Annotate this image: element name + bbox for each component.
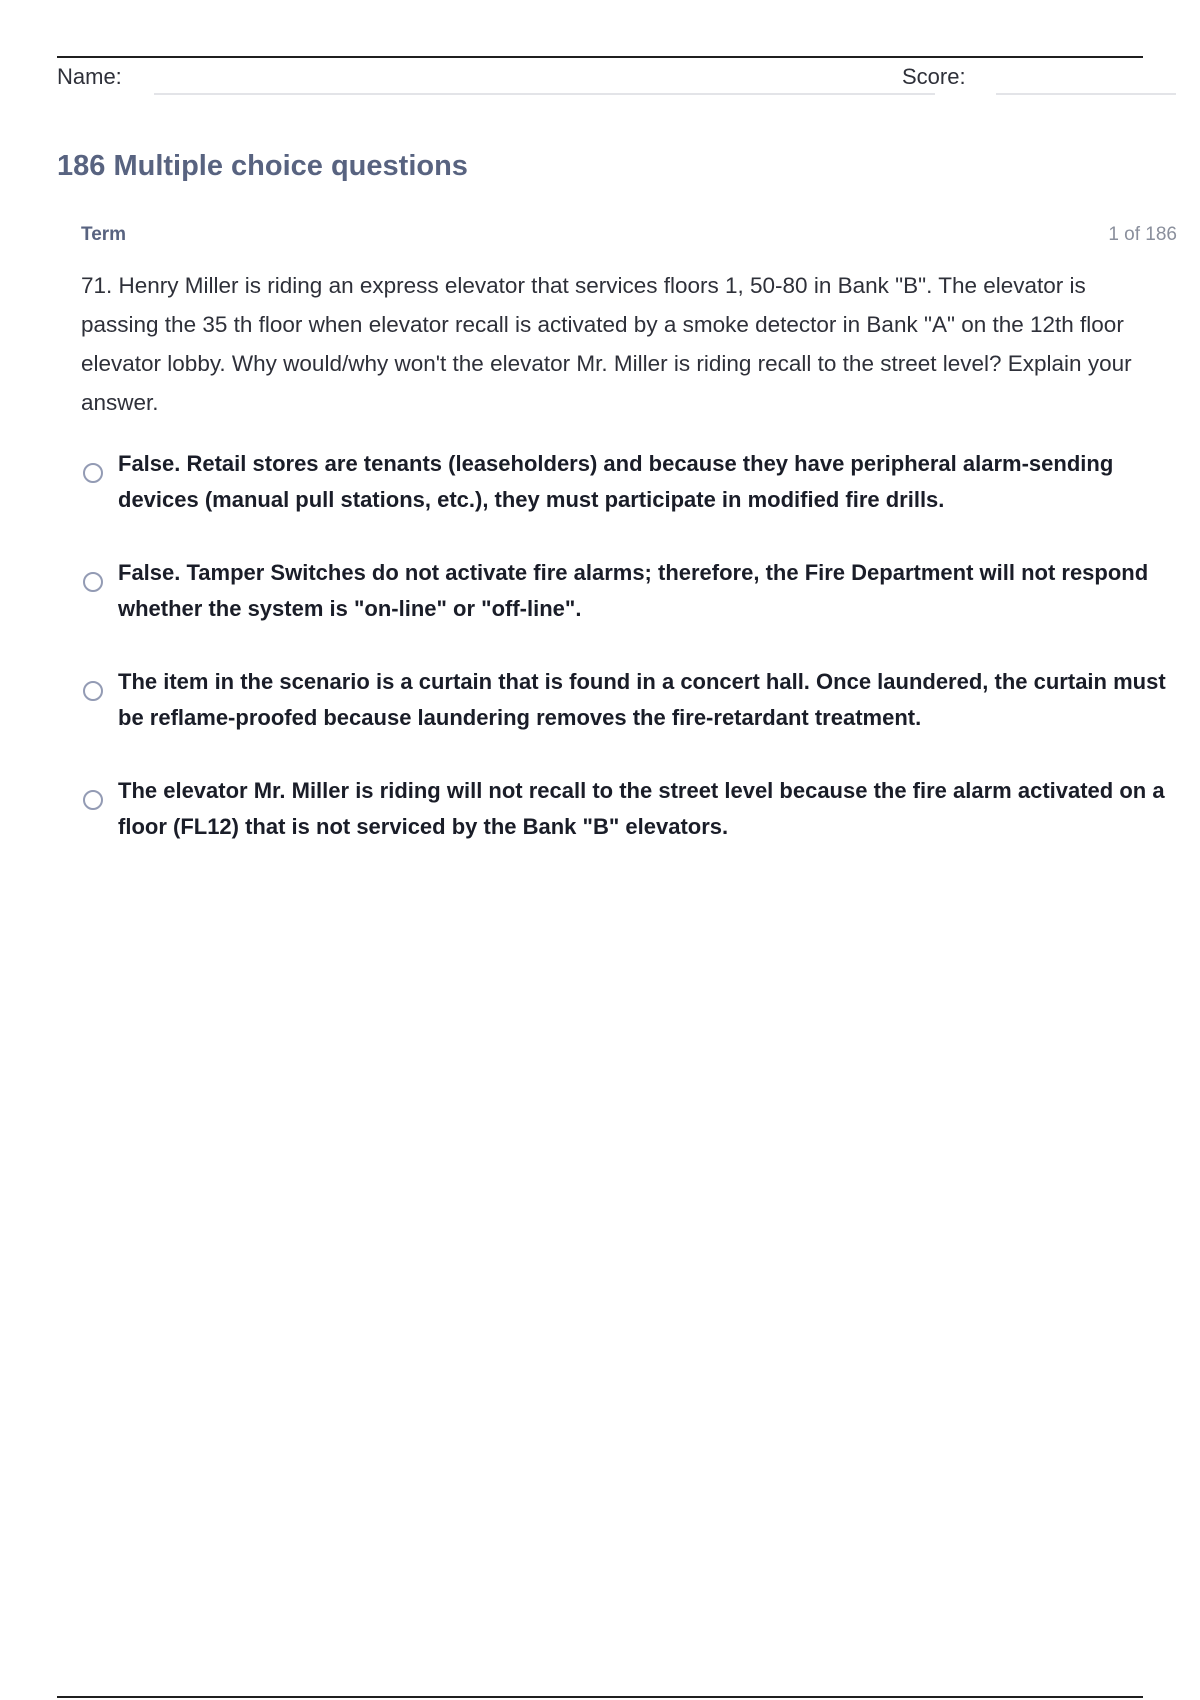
name-field[interactable] (154, 93, 935, 95)
radio-button-icon[interactable] (83, 790, 103, 810)
score-field[interactable] (996, 93, 1176, 95)
question-card (81, 222, 1177, 898)
score-label: Score: (902, 64, 966, 89)
question-text: 71. Henry Miller is riding an express elevator that services floors 1, 50-80 in Bank "B". The elevator is passing the 35 th floor when elevator recall is activated by a smoke detector in Bank "A" on the 12th floor elevator lobby. Why would/why won't the elevator Mr. Miller is riding recall to the street level? Explain your answer. (81, 273, 1132, 415)
section-title: 186 Multiple choice questions (57, 150, 468, 182)
answer-option-text[interactable]: False. Tamper Switches do not activate fire alarms; therefore, the Fire Department will not respond whether the system is "on-line" or "off-line". (118, 560, 1149, 621)
answer-option[interactable] (81, 664, 1177, 773)
radio-button-icon[interactable] (83, 572, 103, 592)
answer-option[interactable] (81, 773, 1177, 882)
top-rule (57, 56, 1143, 58)
term-label: Term (81, 224, 127, 245)
bottom-rule (57, 1696, 1143, 1698)
answer-option-text[interactable]: The elevator Mr. Miller is riding will not recall to the street level because the fire alarm activated on a floor (FL12) that is not serviced by the Bank "B" elevators. (118, 778, 1165, 839)
answer-option-text[interactable]: The item in the scenario is a curtain that is found in a concert hall. Once laundered, the curtain must be reflame-proofed because laundering removes the fire-retardant treatment. (118, 669, 1166, 730)
radio-button-icon[interactable] (83, 681, 103, 701)
term-row (81, 222, 1177, 252)
answer-option[interactable] (81, 555, 1177, 664)
radio-button-icon[interactable] (83, 463, 103, 483)
header-row (57, 62, 1177, 102)
name-label: Name: (57, 64, 122, 89)
question-counter: 1 of 186 (1108, 224, 1177, 245)
answer-option[interactable] (81, 446, 1177, 555)
answer-option-text[interactable]: False. Retail stores are tenants (leaseholders) and because they have peripheral alarm-sending devices (manual pull stations, etc.), they must participate in modified fire drills. (118, 451, 1114, 512)
answer-options (81, 446, 1177, 882)
